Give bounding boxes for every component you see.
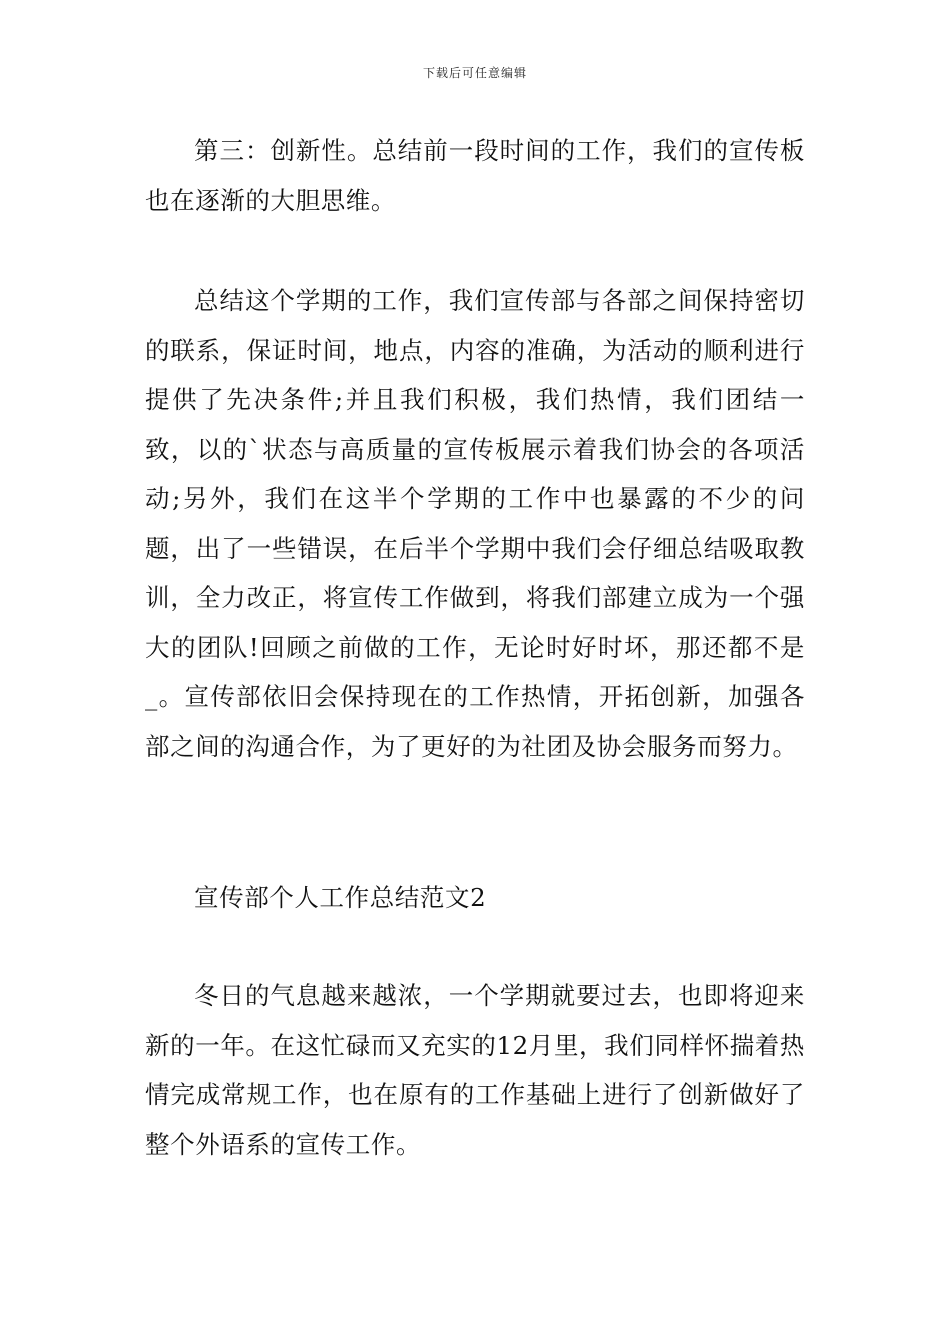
section-heading xyxy=(145,873,805,923)
paragraph-text: 总结这个学期的工作，我们宣传部与各部之间保持密切的联系，保证时间，地点，内容的准确，为活动的顺利进行提供了先决条件;并且我们积极，我们热情，我们团结一致，以的`状态与高质量的宣传板展示着我们协会的各项活动;另外，我们在这半个学期的工作中也暴露的不少的问题，出了一些错误，在后半个学期中我们会仔细总结吸取教训，全力改正，将宣传工作做到，将我们部建立成为一个强大的团队!回顾之前做的工作，无论时好时坏，那还都不是_。宣传部依旧会保持现在的工作热情，开拓创新，加强各部之间的沟通合作，为了更好的为社团及协会服务而努力。 xyxy=(145,286,805,761)
paragraph-semester-summary xyxy=(145,276,805,771)
paragraph-winter xyxy=(145,971,805,1169)
header-note: 下载后可任意编辑 xyxy=(422,66,527,80)
heading-text: 宣传部个人工作总结范文2 xyxy=(194,883,487,912)
paragraph-text: 冬日的气息越来越浓，一个学期就要过去，也即将迎来新的一年。在这忙碌而又充实的12月里，我们同样怀揣着热情完成常规工作，也在原有的工作基础上进行了创新做好了整个外语系的宣传工作。 xyxy=(145,981,805,1159)
paragraph-innovation xyxy=(145,126,805,225)
paragraph-text: 第三：创新性。总结前一段时间的工作，我们的宣传板也在逐渐的大胆思维。 xyxy=(145,136,805,215)
